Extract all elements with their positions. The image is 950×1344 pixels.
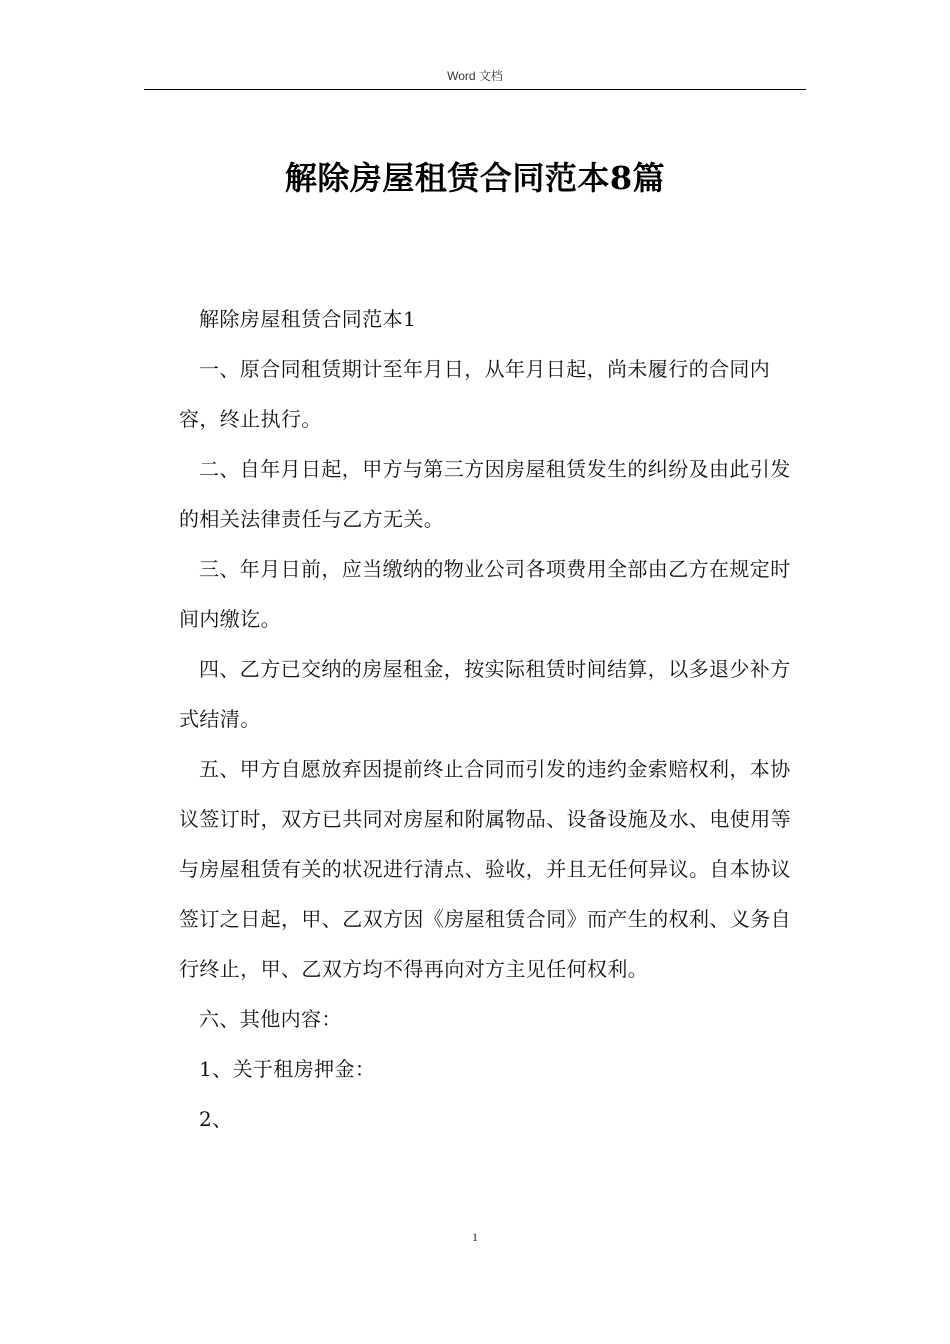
page-header bbox=[144, 60, 806, 90]
paragraph: 三、年月日前，应当缴纳的物业公司各项费用全部由乙方在规定时间内缴讫。 bbox=[179, 557, 791, 631]
paragraph: 二、自年月日起，甲方与第三方因房屋租赁发生的纠纷及由此引发的相关法律责任与乙方无关。 bbox=[179, 457, 791, 531]
document-body bbox=[179, 294, 803, 1144]
paragraph: 五、甲方自愿放弃因提前终止合同而引发的违约金索赔权利，本协议签订时，双方已共同对房屋和附属物品、设备设施及水、电使用等与房屋租赁有关的状况进行清点、验收，并且无任何异议。自本协议签订之日起，甲、乙双方因《房屋租赁合同》而产生的权利、义务自行终止，甲、乙双方均不得再向对方主见任何权利。 bbox=[179, 757, 791, 981]
header-label: Word 文档 bbox=[447, 69, 503, 83]
paragraph: 解除房屋租赁合同范本1 bbox=[199, 307, 417, 331]
paragraph: 六、其他内容： bbox=[199, 1007, 342, 1031]
paragraph: 四、乙方已交纳的房屋租金，按实际租赁时间结算，以多退少补方式结清。 bbox=[179, 657, 791, 731]
header-divider bbox=[144, 89, 806, 90]
paragraph: 1、关于租房押金： bbox=[199, 1057, 376, 1081]
page-number: 1 bbox=[472, 1230, 478, 1244]
paragraph: 2、 bbox=[199, 1107, 233, 1131]
document-title: 解除房屋租赁合同范本8篇 bbox=[284, 159, 666, 197]
paragraph: 一、原合同租赁期计至年月日，从年月日起，尚未履行的合同内容，终止执行。 bbox=[179, 357, 771, 431]
